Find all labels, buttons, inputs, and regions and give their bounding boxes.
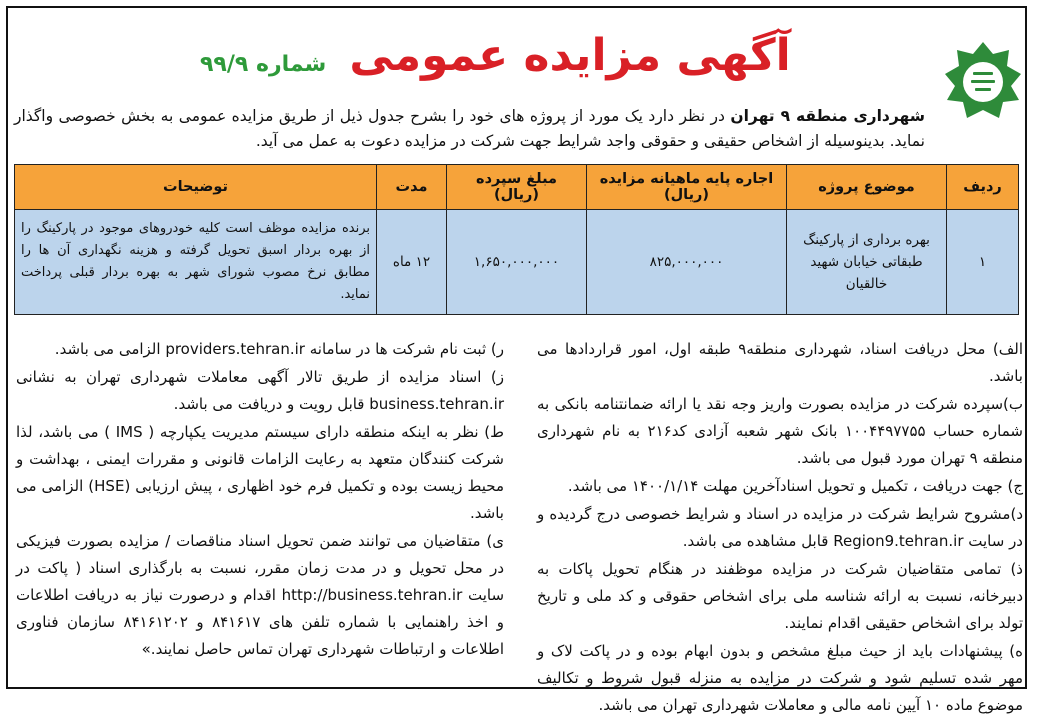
- cell-subject: بهره برداری از پارکینگ طبقاتی خیابان شهید خالقیان: [787, 210, 947, 315]
- cell-rent: ۸۲۵,۰۰۰,۰۰۰: [587, 210, 787, 315]
- condition-alef: الف) محل دریافت اسناد، شهرداری منطقه۹ طبقه اول، امور قراردادها می باشد.: [537, 340, 1024, 385]
- intro-text: در نظر دارد یک مورد از پروژه های خود را بشرح جدول ذیل از طریق مزایده عمومی به بخش خصوصی واگذار نماید. بدینوسیله از اشخاص حقیقی و حقوقی واجد شرایط جهت شرکت در مزایده دعوت به عمل می آید.: [14, 107, 925, 150]
- cell-description: برنده مزایده موظف است کلیه خودروهای موجود در پارکینگ را از بهره بردار اسبق تحویل گرفته و هزینه نگهداری آن ها را مطابق نرخ مصوب شورای شهر به بهره بردار قبلی پرداخت نماید.: [15, 210, 377, 315]
- conditions-right-column: [537, 336, 1023, 720]
- header-description: توضیحات: [15, 165, 377, 210]
- cell-row-number: ۱: [947, 210, 1019, 315]
- header-row-number: ردیف: [947, 165, 1019, 210]
- condition-he: ه) پیشنهادات باید از حیث مبلغ مشخص و بدون ابهام بوده و در پاکت لاک و مهر شده تسلیم شود و شرکت در مزایده به منزله قبول شروط و تکالیف موضوع ماده ۱۰ آیین نامه مالی و معاملات شهرداری تهران می باشد.: [537, 642, 1023, 714]
- auction-table: [14, 164, 1019, 315]
- ad-number: شماره ۹۹/۹: [200, 52, 327, 77]
- header-rent: اجاره پایه ماهیانه مزایده (ریال): [587, 165, 787, 210]
- condition-be: ب)سپرده شرکت در مزایده بصورت واریز وجه نقد یا ارائه ضمانتنامه بانکی به شماره حساب ۱۰۰۴۴۹۷۷۵۵ بانک شهر شعبه آزادی کد۲۱۶ به نام شهرداری منطقه ۹ تهران مورد قبول می باشد.: [537, 395, 1023, 467]
- tehran-municipality-logo: [943, 40, 1023, 126]
- table-row: [15, 210, 1019, 315]
- intro-org: شهرداری منطقه ۹ تهران: [730, 107, 925, 125]
- header-deposit: مبلغ سپرده (ریال): [447, 165, 587, 210]
- condition-jim: ج) جهت دریافت ، تکمیل و تحویل اسنادآخرین مهلت ۱۴۰۰/۱/۱۴ می باشد.: [567, 477, 1023, 495]
- cell-deposit: ۱,۶۵۰,۰۰۰,۰۰۰: [447, 210, 587, 315]
- condition-ye: ی) متقاضیان می توانند ضمن تحویل اسناد مناقصات / مزایده بصورت فیزیکی در محل تحویل و در مدت زمان مقرر، نسبت به بارگذاری اسناد ( پاکت در سایت http://business.tehran.ir اقدام و درصورت نیاز به دریافت اطلاعات و اخذ راهنمایی با شماره تلفن های ۸۴۱۶۱۷ و ۸۴۱۶۱۲۰۲ سازمان فناوری اطلاعات و ارتباطات شهرداری تهران تماس حاصل نمایند.»: [16, 532, 505, 658]
- condition-ze: ز) اسناد مزایده از طریق تالار آگهی معاملات شهرداری تهران به نشانی business.tehran.ir قابل رویت و دریافت می باشد.: [16, 368, 504, 413]
- condition-re: ر) ثبت نام شرکت ها در سامانه providers.tehran.ir الزامی می باشد.: [54, 340, 504, 358]
- intro-paragraph: [14, 104, 925, 154]
- ad-title: آگهی مزایده عمومی: [349, 30, 791, 81]
- condition-dal: د)مشروح شرایط شرکت در مزایده در اسناد و شرایط خصوصی درج گردیده و در سایت Region9.tehran.ir قابل مشاهده می باشد.: [537, 505, 1023, 550]
- conditions-left-column: [16, 336, 504, 664]
- table-header-row: [15, 165, 1019, 210]
- header-subject: موضوع پروژه: [787, 165, 947, 210]
- header-duration: مدت: [377, 165, 447, 210]
- cell-duration: ۱۲ ماه: [377, 210, 447, 315]
- condition-ta: ط) نظر به اینکه منطقه دارای سیستم مدیریت یکپارچه ( IMS ) می باشد، لذا شرکت کنندگان متعهد به رعایت الزامات قانونی و مقررات ایمنی ، بهداشت و محیط زیست بوده و تکمیل فرم خود اظهاری ، پیش ارزیابی (HSE) الزامی می باشد.: [16, 423, 505, 522]
- condition-zal: ذ) تمامی متقاضیان شرکت در مزایده موظفند در هنگام تحویل پاکات به دبیرخانه، نسبت به ارائه شناسه ملی برای اشخاص حقوقی و کد ملی و تاریخ تولد برای اشخاص حقیقی اقدام نمایند.: [537, 560, 1023, 632]
